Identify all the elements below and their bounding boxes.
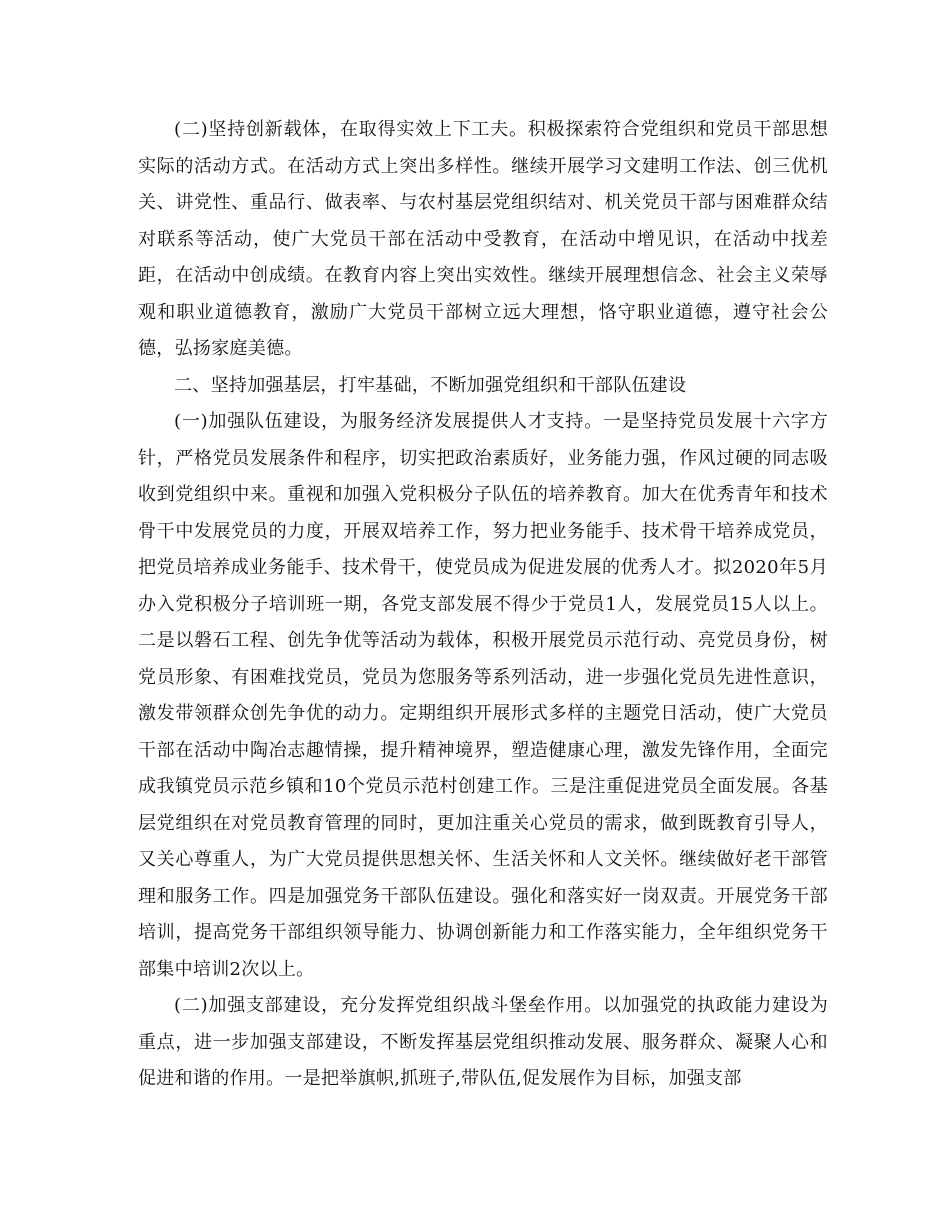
paragraph-innovation-carrier: (二)坚持创新载体，在取得实效上下工夫。积极探索符合党组织和党员干部思想实际的活动方式。在活动方式上突出多样性。继续开展学习文建明工作法、创三优机关、讲党性、重品行、做表率、与农村基层党组织结对、机关党员干部与困难群众结对联系等活动，使广大党员干部在活动中受教育，在活动中增见识，在活动中找差距，在活动中创成绩。在教育内容上突出实效性。继续开展理想信念、社会主义荣辱观和职业道德教育，激励广大党员干部树立远大理想，恪守职业道德，遵守社会公德，弘扬家庭美德。 <box>138 119 828 359</box>
document-page <box>138 112 828 1098</box>
paragraph-team-building: (一)加强队伍建设，为服务经济发展提供人才支持。一是坚持党员发展十六字方针，严格党员发展条件和程序，切实把政治素质好，业务能力强，作风过硬的同志吸收到党组织中来。重视和加强入党积极分子队伍的培养教育。加大在优秀青年和技术骨干中发展党员的力度，开展双培养工作，努力把业务能手、技术骨干培养成党员，把党员培养成业务能手、技术骨干，使党员成为促进发展的优秀人才。拟2020年5月办入党积极分子培训班一期，各党支部发展不得少于党员1人，发展党员15人以上。二是以磐石工程、创先争优等活动为载体，积极开展党员示范行动、亮党员身份，树党员形象、有困难找党员，党员为您服务等系列活动，进一步强化党员先进性意识，激发带领群众创先争优的动力。定期组织开展形式多样的主题党日活动，使广大党员干部在活动中陶冶志趣情操，提升精神境界，塑造健康心理，激发先锋作用，全面完成我镇党员示范乡镇和10个党员示范村创建工作。三是注重促进党员全面发展。各基层党组织在对党员教育管理的同时，更加注重关心党员的需求，做到既教育引导人，又关心尊重人，为广大党员提供思想关怀、生活关怀和人文关怀。继续做好老干部管理和服务工作。四是加强党务干部队伍建设。强化和落实好一岗双责。开展党务干部培训，提高党务干部组织领导能力、协调创新能力和工作落实能力，全年组织党务干部集中培训2次以上。 <box>138 411 828 980</box>
paragraph-branch-building: (二)加强支部建设，充分发挥党组织战斗堡垒作用。以加强党的执政能力建设为重点，进一步加强支部建设，不断发挥基层党组织推动发展、服务群众、凝聚人心和促进和谐的作用。一是把举旗帜,抓班子,带队伍,促发展作为目标，加强支部 <box>138 995 828 1089</box>
section-heading-grassroots: 二、坚持加强基层，打牢基础，不断加强党组织和干部队伍建设 <box>174 374 687 396</box>
